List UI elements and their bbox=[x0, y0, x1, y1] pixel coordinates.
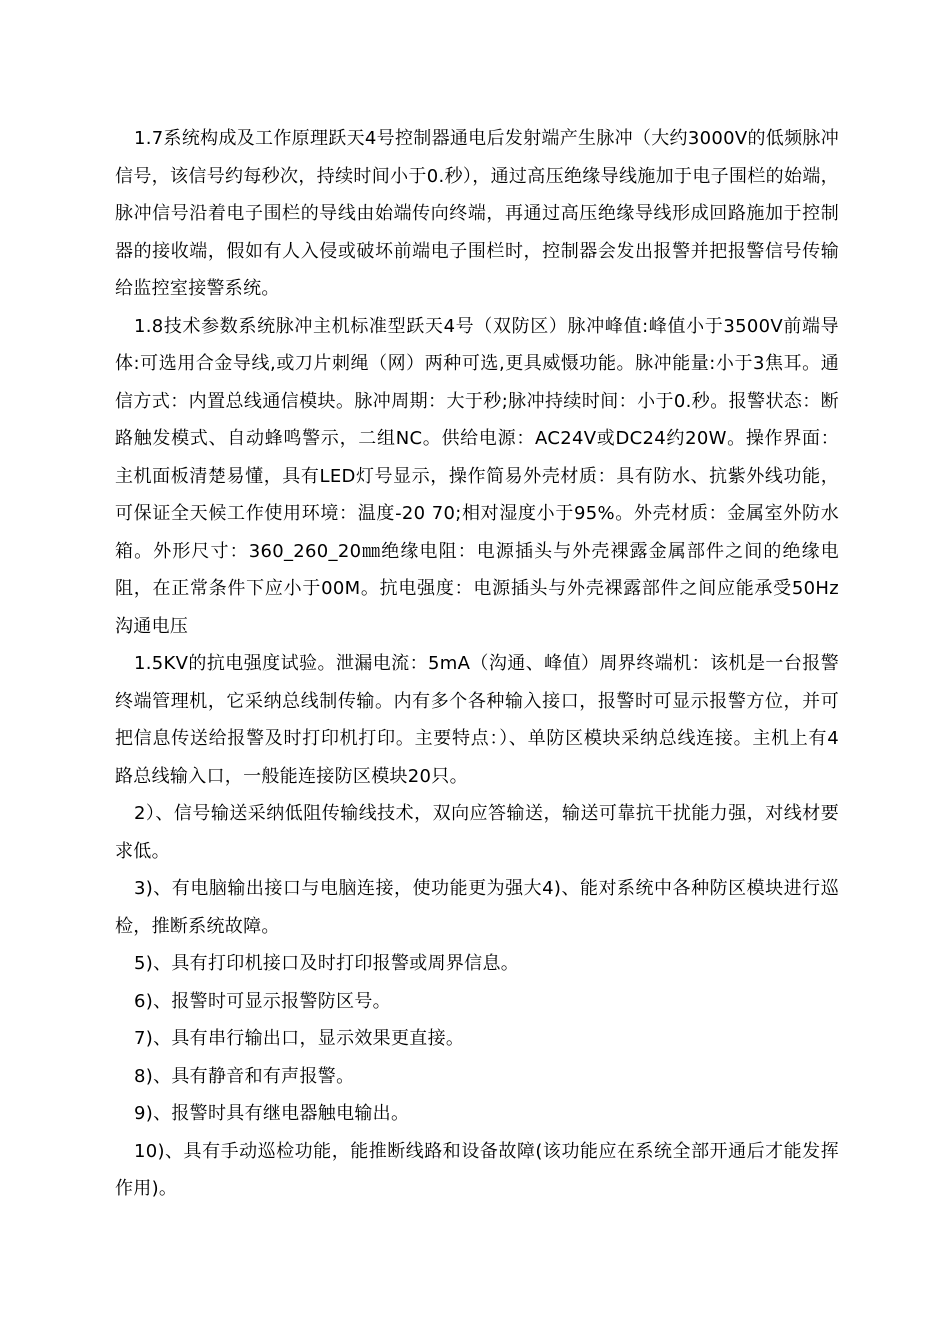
paragraph-feature-3-4: 3)、有电脑输出接口与电脑连接，使功能更为强大4)、能对系统中各种防区模块进行巡检，推断系统故障。 bbox=[115, 878, 839, 937]
paragraph-1-8-technical-parameters: 1.8技术参数系统脉冲主机标准型跃天4号（双防区）脉冲峰值:峰值小于3500V前端导体:可选用合金导线,或刀片刺绳（网）两种可选,更具威慑功能。脉冲能量:小于3焦耳。通信方式：内置总线通信模块。脉冲周期：大于秒;脉冲持续时间：小于0.秒。报警状态：断路触发模式、自动蜂鸣警示，二组NC。供给电源：AC24V或DC24约20W。操作界面：主机面板清楚易懂，具有LED灯号显示，操作简易外壳材质：具有防水、抗紫外线功能，可保证全天候工作使用环境：温度-20 70;相对湿度小于95%。外壳材质：金属室外防水箱。外形尺寸：360_260_20㎜绝缘电阻：电源插头与外壳裸露金属部件之间的绝缘电阻，在正常条件下应小于00M。抗电强度：电源插头与外壳裸露部件之间应能承受50Hz沟通电压 bbox=[115, 315, 839, 637]
paragraph-feature-9: 9)、报警时具有继电器触电输出。 bbox=[134, 1103, 410, 1124]
paragraph-feature-2: 2）、信号输送采纳低阻传输线技术，双向应答输送，输送可靠抗干扰能力强，对线材要求低。 bbox=[115, 803, 839, 862]
paragraph-feature-6: 6)、报警时可显示报警防区号。 bbox=[134, 990, 391, 1012]
paragraph-feature-8: 8)、具有静音和有声报警。 bbox=[134, 1065, 355, 1087]
paragraph-feature-7: 7)、具有串行输出口，显示效果更直接。 bbox=[134, 1028, 465, 1049]
paragraph-feature-5: 5)、具有打印机接口及时打印报警或周界信息。 bbox=[134, 953, 520, 974]
paragraph-1-7-system-principle: 1.7系统构成及工作原理跃天4号控制器通电后发射端产生脉冲（大约3000V的低频脉冲信号，该信号约每秒次，持续时间小于0.秒），通过高压绝缘导线施加于电子围栏的始端，脉冲信号沿着电子围栏的导线由始端传向终端，再通过高压绝缘导线形成回路施加于控制器的接收端，假如有人入侵或破坏前端电子围栏时，控制器会发出报警并把报警信号传输给监控室接警系统。 bbox=[115, 128, 839, 299]
paragraph-feature-10: 10)、具有手动巡检功能，能推断线路和设备故障(该功能应在系统全部开通后才能发挥作用)。 bbox=[115, 1140, 839, 1199]
paragraph-terminal-machine: 1.5KV的抗电强度试验。泄漏电流：5mA（沟通、峰值）周界终端机：该机是一台报警终端管理机，它采纳总线制传输。内有多个各种输入接口，报警时可显示报警方位，并可把信息传送给报警及时打印机打印。主要特点：）、单防区模块采纳总线连接。主机上有4路总线输入口，一般能连接防区模块20只。 bbox=[115, 653, 839, 787]
document-body bbox=[115, 120, 839, 1208]
